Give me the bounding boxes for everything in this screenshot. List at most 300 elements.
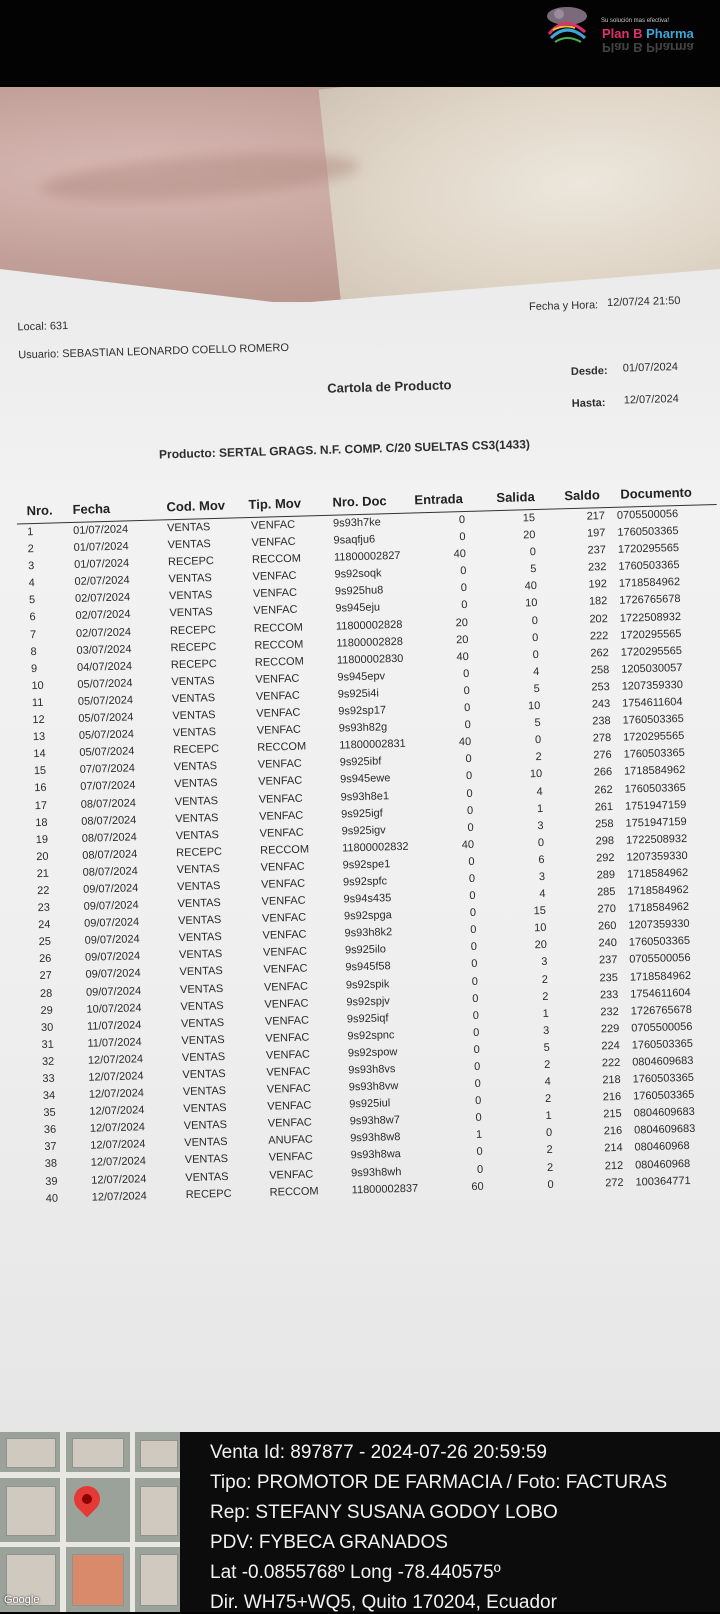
row-salida: 0 (532, 631, 539, 644)
row-nro-doc: 9s93h8w7 (349, 1114, 401, 1128)
row-nro-doc: 9s945epv (337, 670, 386, 684)
row-fecha: 09/07/2024 (83, 916, 140, 930)
row-nro: 23 (37, 901, 51, 915)
row-saldo: 216 (603, 1125, 623, 1138)
row-nro: 7 (29, 628, 37, 641)
row-entrada: 0 (463, 684, 470, 698)
row-salida: 0 (547, 1178, 554, 1191)
row-saldo: 214 (604, 1142, 623, 1155)
row-entrada: 0 (467, 821, 474, 834)
row-nro-doc: 9s925ilo (344, 943, 387, 957)
row-nro-doc: 9s93h8wh (351, 1165, 402, 1179)
row-nro: 37 (44, 1141, 57, 1154)
row-nro: 34 (42, 1089, 56, 1103)
hasta-value: 12/07/2024 (623, 392, 679, 407)
row-salida: 4 (536, 785, 543, 798)
row-documento: 1720295565 (620, 644, 683, 659)
row-saldo: 212 (604, 1159, 624, 1172)
row-nro-doc: 9s92spfc (342, 875, 388, 889)
row-salida: 2 (541, 973, 549, 986)
row-tip-mov: VENFAC (253, 604, 298, 618)
row-cod-mov: VENTAS (183, 1119, 228, 1133)
map-attribution: Google (4, 1594, 40, 1606)
row-salida: 10 (527, 700, 541, 713)
row-entrada: 0 (468, 855, 475, 868)
row-cod-mov: VENTAS (166, 521, 211, 535)
row-nro: 25 (38, 935, 52, 949)
row-fecha: 12/07/2024 (90, 1138, 146, 1153)
lat-long-line: Lat -0.0855768º Long -78.440575º (210, 1562, 501, 1583)
row-salida: 0 (537, 836, 545, 849)
row-tip-mov: VENFAC (265, 1048, 311, 1062)
row-saldo: 237 (587, 544, 607, 557)
row-nro: 13 (32, 730, 46, 744)
row-documento: 1205030057 (621, 661, 683, 676)
row-entrada: 0 (476, 1163, 484, 1176)
row-fecha: 05/07/2024 (78, 728, 135, 742)
pdv-line: PDV: FYBECA GRANADOS (210, 1532, 448, 1553)
row-nro: 24 (37, 918, 51, 932)
row-fecha: 12/07/2024 (88, 1070, 144, 1084)
row-fecha: 05/07/2024 (78, 711, 134, 725)
logo-reflection: Plan B Pharma (602, 40, 694, 55)
row-fecha: 12/07/2024 (90, 1155, 147, 1170)
row-nro-doc: 9saqfju6 (333, 533, 376, 547)
row-saldo: 289 (596, 868, 616, 882)
row-saldo: 298 (595, 834, 615, 848)
row-entrada: 0 (464, 719, 471, 732)
row-fecha: 01/07/2024 (73, 523, 129, 537)
row-fecha: 10/07/2024 (86, 1001, 142, 1016)
fecha-hora-value: 12/07/24 21:50 (606, 294, 681, 309)
row-fecha: 09/07/2024 (84, 933, 140, 948)
row-documento: 080460968 (634, 1157, 691, 1172)
row-cod-mov: RECEPC (170, 640, 217, 654)
row-nro-doc: 9s93h8vw (348, 1080, 399, 1094)
row-entrada: 0 (474, 1077, 481, 1091)
col-nro: Nro. (26, 502, 53, 519)
row-nro-doc: 9s925igf (341, 807, 383, 821)
row-tip-mov: VENFAC (260, 860, 305, 874)
row-nro: 16 (34, 782, 47, 795)
row-fecha: 12/07/2024 (91, 1172, 147, 1187)
row-tip-mov: VENFAC (261, 894, 306, 908)
usuario-label: Usuario: SEBASTIAN LEONARDO COELLO ROMERO (18, 341, 290, 362)
row-cod-mov: VENTAS (175, 811, 219, 825)
row-cod-mov: RECEPC (176, 845, 223, 859)
row-saldo: 224 (601, 1039, 620, 1053)
col-documento: Documento (620, 484, 693, 502)
row-tip-mov: VENFAC (255, 672, 300, 686)
row-documento: 1718584962 (629, 969, 692, 984)
row-cod-mov: RECEPC (185, 1187, 232, 1201)
row-documento: 1722508932 (619, 610, 682, 625)
row-nro: 33 (42, 1072, 55, 1086)
row-tip-mov: VENFAC (266, 1082, 312, 1096)
row-fecha: 02/07/2024 (74, 574, 130, 589)
row-documento: 1720295565 (622, 730, 685, 744)
row-nro: 38 (44, 1158, 58, 1171)
row-entrada: 0 (466, 787, 473, 800)
row-fecha: 02/07/2024 (74, 591, 131, 606)
row-nro-doc: 9s93h8vs (348, 1063, 396, 1077)
row-cod-mov: VENTAS (168, 572, 212, 586)
row-saldo: 218 (602, 1073, 621, 1087)
row-nro-doc: 9s92soqk (334, 567, 382, 581)
row-nro-doc: 9s925iul (349, 1097, 391, 1111)
row-fecha: 12/07/2024 (91, 1189, 147, 1204)
row-nro-doc: 9s945eju (335, 601, 381, 616)
row-saldo: 270 (597, 903, 617, 916)
row-cod-mov: VENTAS (178, 931, 222, 945)
row-tip-mov: VENFAC (256, 723, 301, 738)
row-saldo: 292 (595, 851, 615, 865)
row-tip-mov: VENFAC (257, 757, 302, 772)
row-salida: 0 (529, 546, 537, 559)
row-tip-mov: VENFAC (260, 877, 306, 891)
row-documento: 1760503365 (631, 1037, 694, 1052)
row-tip-mov: VENFAC (263, 963, 308, 977)
row-saldo: 260 (597, 920, 617, 933)
row-documento: 1722508932 (625, 832, 688, 847)
row-documento: 1207359330 (621, 678, 684, 693)
sale-info (180, 1432, 720, 1612)
row-nro-doc: 9s92spow (347, 1046, 398, 1060)
row-cod-mov: VENTAS (167, 538, 211, 552)
row-cod-mov: VENTAS (184, 1136, 228, 1150)
row-salida: 4 (544, 1075, 551, 1089)
row-saldo: 197 (586, 527, 606, 540)
row-nro: 20 (36, 850, 49, 863)
row-documento: 1760503365 (632, 1071, 695, 1086)
col-tip-mov: Tip. Mov (248, 495, 302, 513)
row-tip-mov: VENFAC (264, 1014, 310, 1028)
row-fecha: 08/07/2024 (81, 813, 137, 828)
row-saldo: 222 (601, 1056, 621, 1070)
row-tip-mov: VENFAC (264, 997, 309, 1011)
row-salida: 6 (538, 853, 545, 866)
map-pin-icon (69, 1481, 106, 1518)
row-entrada: 40 (458, 736, 472, 749)
row-nro-doc: 9s92spnc (347, 1028, 395, 1043)
row-nro-doc: 9s92spe1 (342, 858, 391, 872)
row-nro: 29 (40, 1004, 53, 1017)
row-nro-doc: 9s93h8e1 (340, 789, 390, 804)
row-salida: 0 (531, 614, 539, 627)
row-tip-mov: VENFAC (258, 775, 303, 789)
row-saldo: 261 (594, 800, 614, 814)
row-entrada: 0 (470, 941, 478, 954)
row-documento: 0804609683 (633, 1106, 695, 1120)
row-saldo: 258 (590, 663, 610, 677)
row-nro-doc: 11800002832 (341, 840, 409, 855)
row-saldo: 182 (588, 595, 608, 609)
row-nro: 11 (31, 696, 44, 710)
row-fecha: 08/07/2024 (81, 830, 137, 845)
col-nro-doc: Nro. Doc (332, 493, 387, 510)
row-documento: 1760503365 (633, 1089, 695, 1103)
row-salida: 3 (543, 1024, 550, 1037)
row-documento: 080460968 (634, 1140, 690, 1154)
row-fecha: 02/07/2024 (75, 625, 132, 640)
hasta-label: Hasta: (571, 397, 606, 410)
row-salida: 20 (523, 529, 536, 542)
row-nro-doc: 11800002828 (335, 618, 403, 633)
row-cod-mov: VENTAS (174, 794, 219, 808)
row-nro: 6 (29, 611, 36, 624)
row-tip-mov: VENFAC (267, 1116, 312, 1131)
row-cod-mov: VENTAS (175, 828, 220, 842)
row-entrada: 0 (472, 1009, 480, 1022)
row-tip-mov: VENFAC (259, 809, 304, 823)
row-cod-mov: VENTAS (176, 879, 221, 894)
row-entrada: 0 (465, 770, 473, 783)
row-documento: 1718584962 (626, 866, 689, 881)
row-documento: 1726765678 (630, 1003, 693, 1018)
row-nro-doc: 9s92spjv (346, 994, 391, 1009)
row-fecha: 12/07/2024 (89, 1121, 146, 1135)
row-entrada: 0 (463, 701, 471, 715)
col-entrada: Entrada (414, 491, 464, 508)
row-tip-mov: VENFAC (252, 570, 297, 584)
row-entrada: 0 (472, 992, 479, 1005)
row-tip-mov: RECCOM (257, 740, 307, 755)
rep-line: Rep: STEFANY SUSANA GODOY LOBO (210, 1502, 558, 1523)
row-cod-mov: VENTAS (176, 862, 221, 877)
row-nro: 27 (39, 970, 53, 983)
row-documento: 1760503365 (624, 781, 686, 796)
row-fecha: 09/07/2024 (85, 967, 141, 982)
row-documento: 1207359330 (626, 849, 688, 864)
row-saldo: 243 (591, 698, 611, 711)
row-salida: 3 (538, 870, 546, 884)
row-documento: 1760503365 (622, 713, 685, 727)
row-fecha: 09/07/2024 (85, 984, 142, 999)
row-cod-mov: VENTAS (173, 760, 218, 774)
row-fecha: 12/07/2024 (89, 1104, 145, 1118)
row-salida: 40 (524, 580, 538, 593)
row-nro: 19 (35, 833, 49, 846)
row-documento: 1760503365 (628, 935, 691, 949)
row-nro: 39 (45, 1175, 58, 1188)
row-salida: 5 (530, 563, 537, 576)
row-entrada: 0 (471, 975, 479, 988)
row-salida: 1 (545, 1110, 552, 1123)
row-saldo: 278 (592, 732, 612, 745)
row-nro-doc: 9s93h7ke (332, 516, 381, 530)
logo-tagline: Su solución mas efectiva! (601, 18, 670, 24)
row-entrada: 20 (455, 616, 469, 629)
row-nro-doc: 9s945ewe (340, 772, 391, 786)
row-nro-doc: 9s93h8wa (350, 1148, 402, 1162)
row-documento: 0804609683 (632, 1054, 694, 1069)
row-fecha: 11/07/2024 (87, 1036, 142, 1050)
row-saldo: 262 (590, 646, 609, 660)
row-cod-mov: VENTAS (171, 674, 215, 689)
row-tip-mov: VENFAC (259, 826, 304, 840)
row-nro: 26 (38, 953, 52, 966)
row-salida: 1 (542, 1007, 549, 1020)
row-salida: 5 (534, 717, 541, 730)
row-entrada: 60 (471, 1180, 484, 1193)
row-cod-mov: VENTAS (180, 1016, 225, 1030)
row-tip-mov: RECCOM (269, 1185, 319, 1199)
row-nro-doc: 9s925hu8 (334, 584, 384, 599)
row-fecha: 02/07/2024 (75, 608, 131, 623)
row-nro: 9 (30, 662, 38, 675)
row-entrada: 0 (468, 872, 476, 885)
row-fecha: 11/07/2024 (86, 1018, 142, 1033)
row-entrada: 0 (469, 889, 476, 903)
photo-footer (0, 1432, 720, 1612)
row-entrada: 0 (466, 804, 474, 817)
row-cod-mov: VENTAS (183, 1102, 227, 1116)
row-tip-mov: VENFAC (262, 945, 308, 960)
row-salida: 5 (533, 682, 540, 696)
row-entrada: 0 (473, 1043, 480, 1056)
row-fecha: 05/07/2024 (77, 677, 133, 691)
row-saldo: 229 (600, 1022, 620, 1036)
row-saldo: 202 (589, 612, 608, 626)
row-tip-mov: VENFAC (265, 1031, 310, 1045)
fecha-hora-label: Fecha y Hora: (528, 299, 599, 314)
row-nro: 10 (31, 679, 44, 693)
row-cod-mov: VENTAS (181, 1033, 225, 1047)
row-salida: 2 (546, 1144, 553, 1157)
row-nro: 3 (27, 560, 35, 573)
row-nro-doc: 9s93h8w8 (350, 1131, 401, 1145)
row-nro: 5 (28, 594, 36, 607)
row-documento: 1726765678 (619, 593, 681, 608)
row-cod-mov: RECEPC (170, 657, 217, 672)
row-salida: 10 (524, 597, 538, 610)
row-documento: 1760503365 (618, 559, 680, 574)
row-cod-mov: VENTAS (178, 948, 223, 962)
row-cod-mov: RECEPC (173, 743, 220, 757)
row-tip-mov: VENFAC (268, 1150, 313, 1165)
row-cod-mov: RECEPC (169, 623, 216, 637)
row-nro-doc: 9s925i4i (337, 687, 379, 701)
row-salida: 4 (532, 665, 540, 678)
row-nro-doc: 11800002828 (336, 635, 404, 650)
row-saldo: 266 (593, 766, 613, 779)
col-fecha: Fecha (72, 500, 111, 517)
row-cod-mov: VENTAS (180, 999, 224, 1013)
row-entrada: 0 (461, 599, 468, 612)
row-fecha: 04/07/2024 (76, 660, 133, 674)
row-tip-mov: VENFAC (255, 689, 301, 703)
row-documento: 1720295565 (620, 627, 682, 642)
row-salida: 2 (543, 1058, 551, 1071)
row-fecha: 09/07/2024 (83, 882, 139, 896)
row-saldo: 192 (588, 578, 608, 591)
row-salida: 2 (542, 990, 549, 1003)
row-entrada: 0 (460, 565, 467, 578)
col-saldo: Saldo (564, 487, 600, 504)
row-fecha: 01/07/2024 (73, 540, 129, 555)
row-saldo: 276 (593, 749, 612, 762)
row-entrada: 0 (473, 1060, 481, 1073)
row-salida: 4 (539, 887, 546, 901)
row-cod-mov: VENTAS (172, 726, 217, 740)
row-fecha: 09/07/2024 (84, 950, 141, 965)
row-entrada: 20 (455, 633, 469, 646)
row-documento: 1754611604 (622, 696, 683, 710)
row-salida: 15 (533, 905, 547, 918)
row-documento: 1718584962 (627, 883, 689, 898)
row-nro-doc: 9s92spik (345, 977, 390, 992)
row-entrada: 40 (453, 548, 467, 561)
row-tip-mov: VENFAC (252, 587, 298, 601)
row-nro: 21 (36, 867, 50, 880)
row-entrada: 0 (470, 924, 477, 937)
tipo-line: Tipo: PROMOTOR DE FARMACIA / Foto: FACTURAS (210, 1472, 668, 1493)
row-documento: 1760503365 (623, 747, 685, 761)
row-tip-mov: RECCOM (251, 552, 302, 567)
row-fecha: 01/07/2024 (73, 557, 130, 572)
logo-brand-plan-b: Plan B (602, 26, 643, 41)
row-nro-doc: 11800002827 (333, 550, 401, 564)
row-documento: 1760503365 (617, 525, 679, 539)
row-nro-doc: 9s94s435 (343, 892, 392, 906)
row-nro: 4 (28, 577, 35, 590)
row-saldo: 240 (598, 937, 618, 950)
row-cod-mov: RECEPC (167, 555, 215, 569)
row-documento: 1718584962 (618, 576, 681, 591)
row-entrada: 0 (458, 513, 466, 527)
row-salida: 0 (545, 1127, 553, 1140)
row-nro-doc: 9s92sp17 (338, 704, 387, 718)
row-fecha: 08/07/2024 (82, 865, 138, 879)
row-nro: 12 (32, 713, 45, 727)
row-cod-mov: VENTAS (179, 982, 224, 996)
row-nro: 36 (43, 1123, 57, 1137)
row-entrada: 40 (456, 650, 470, 664)
row-saldo: 262 (594, 783, 613, 796)
producto-label: Producto: SERTAL GRAGS. N.F. COMP. C/20 SUELTAS CS3(1433) (158, 437, 531, 462)
row-salida: 0 (532, 648, 539, 661)
row-tip-mov: VENFAC (250, 518, 296, 532)
row-documento: 1720295565 (617, 542, 680, 556)
table-body (17, 506, 720, 1209)
row-documento: 0705500056 (629, 952, 691, 967)
row-saldo: 216 (602, 1091, 622, 1104)
row-documento: 0705500056 (616, 508, 679, 522)
row-nro: 17 (34, 799, 48, 812)
row-nro: 35 (43, 1106, 56, 1120)
row-fecha: 08/07/2024 (82, 848, 138, 862)
row-salida: 2 (546, 1161, 554, 1174)
row-saldo: 222 (589, 629, 609, 643)
row-nro: 14 (33, 748, 46, 761)
row-nro: 2 (27, 543, 34, 556)
row-salida: 1 (536, 802, 544, 815)
row-cod-mov: VENTAS (184, 1153, 229, 1167)
row-cod-mov: VENTAS (174, 777, 218, 791)
col-cod-mov: Cod. Mov (166, 497, 226, 515)
row-documento: 1754611604 (630, 986, 691, 1001)
row-salida: 0 (534, 734, 542, 747)
row-fecha: 05/07/2024 (79, 745, 135, 760)
row-tip-mov: RECCOM (254, 638, 304, 652)
local-label: Local: 631 (17, 320, 69, 334)
row-documento: 1751947159 (624, 798, 687, 813)
row-saldo: 215 (603, 1108, 622, 1121)
row-tip-mov: VENFAC (251, 535, 296, 550)
row-documento: 1207359330 (628, 918, 690, 932)
row-saldo: 258 (595, 817, 614, 831)
row-entrada: 0 (460, 582, 468, 595)
